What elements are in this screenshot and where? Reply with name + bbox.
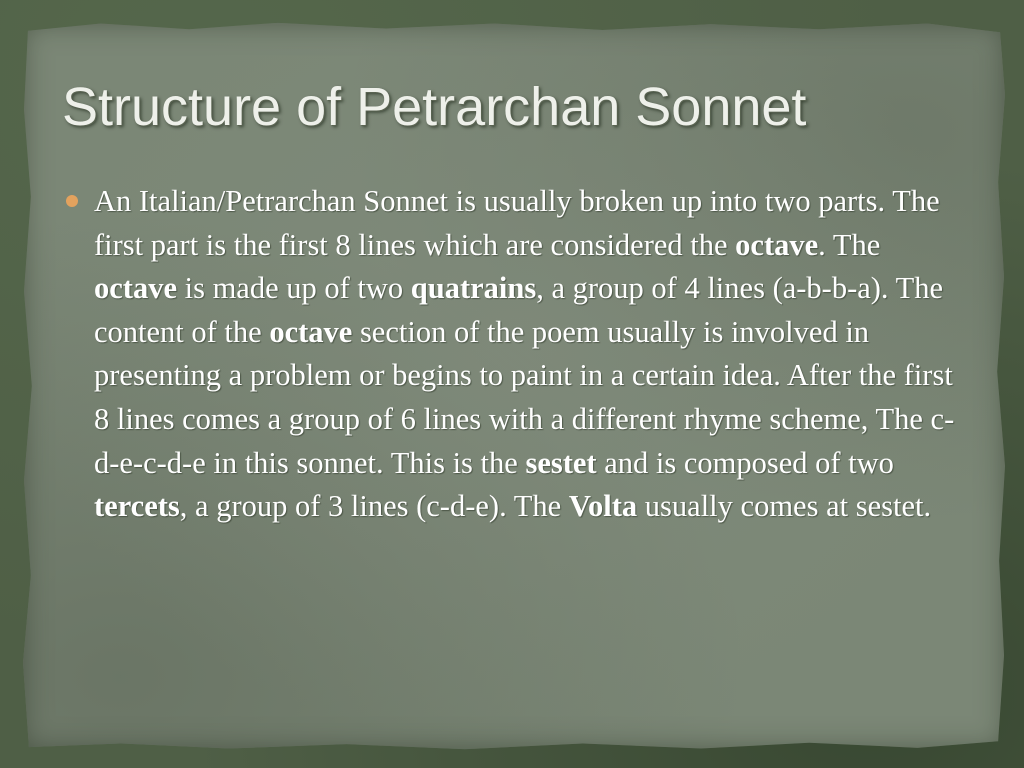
text-segment: usually comes at sestet. bbox=[637, 489, 932, 524]
bold-term-quatrains: quatrains bbox=[410, 271, 537, 306]
bullet-text bbox=[94, 184, 954, 523]
text-segment: and is composed of two bbox=[596, 445, 894, 480]
bold-term-octave: octave bbox=[269, 314, 353, 349]
text-segment: , a group of 3 lines (c-d-e). The bbox=[179, 489, 569, 524]
text-segment: , a group of 4 lines (a-b-b-a). The content of the bbox=[94, 271, 944, 349]
text-segment: An Italian/Petrarchan Sonnet is usually broken up into two parts. The first part is the first 8 lines which are considered the bbox=[94, 184, 940, 262]
bullet-item bbox=[64, 180, 964, 529]
text-segment: section of the poem usually is involved in presenting a problem or begins to paint in a certain idea. After the first 8 lines comes a group of 6 lines with a different rhyme scheme, The c-d-e-c-d-e in this sonnet. This is the bbox=[94, 314, 955, 480]
text-segment: is made up of two bbox=[176, 271, 411, 306]
bullet-list bbox=[64, 180, 964, 529]
bold-term-sestet: sestet bbox=[525, 445, 597, 480]
text-segment: . The bbox=[818, 227, 881, 262]
slide-title: Structure of Petrarchan Sonnet bbox=[62, 77, 807, 137]
bullet-dot-icon bbox=[66, 195, 78, 207]
bold-term-octave: octave bbox=[94, 271, 177, 306]
bold-term-volta: Volta bbox=[568, 489, 638, 524]
bold-term-octave: octave bbox=[735, 227, 819, 262]
bold-term-tercets: tercets bbox=[94, 489, 180, 524]
